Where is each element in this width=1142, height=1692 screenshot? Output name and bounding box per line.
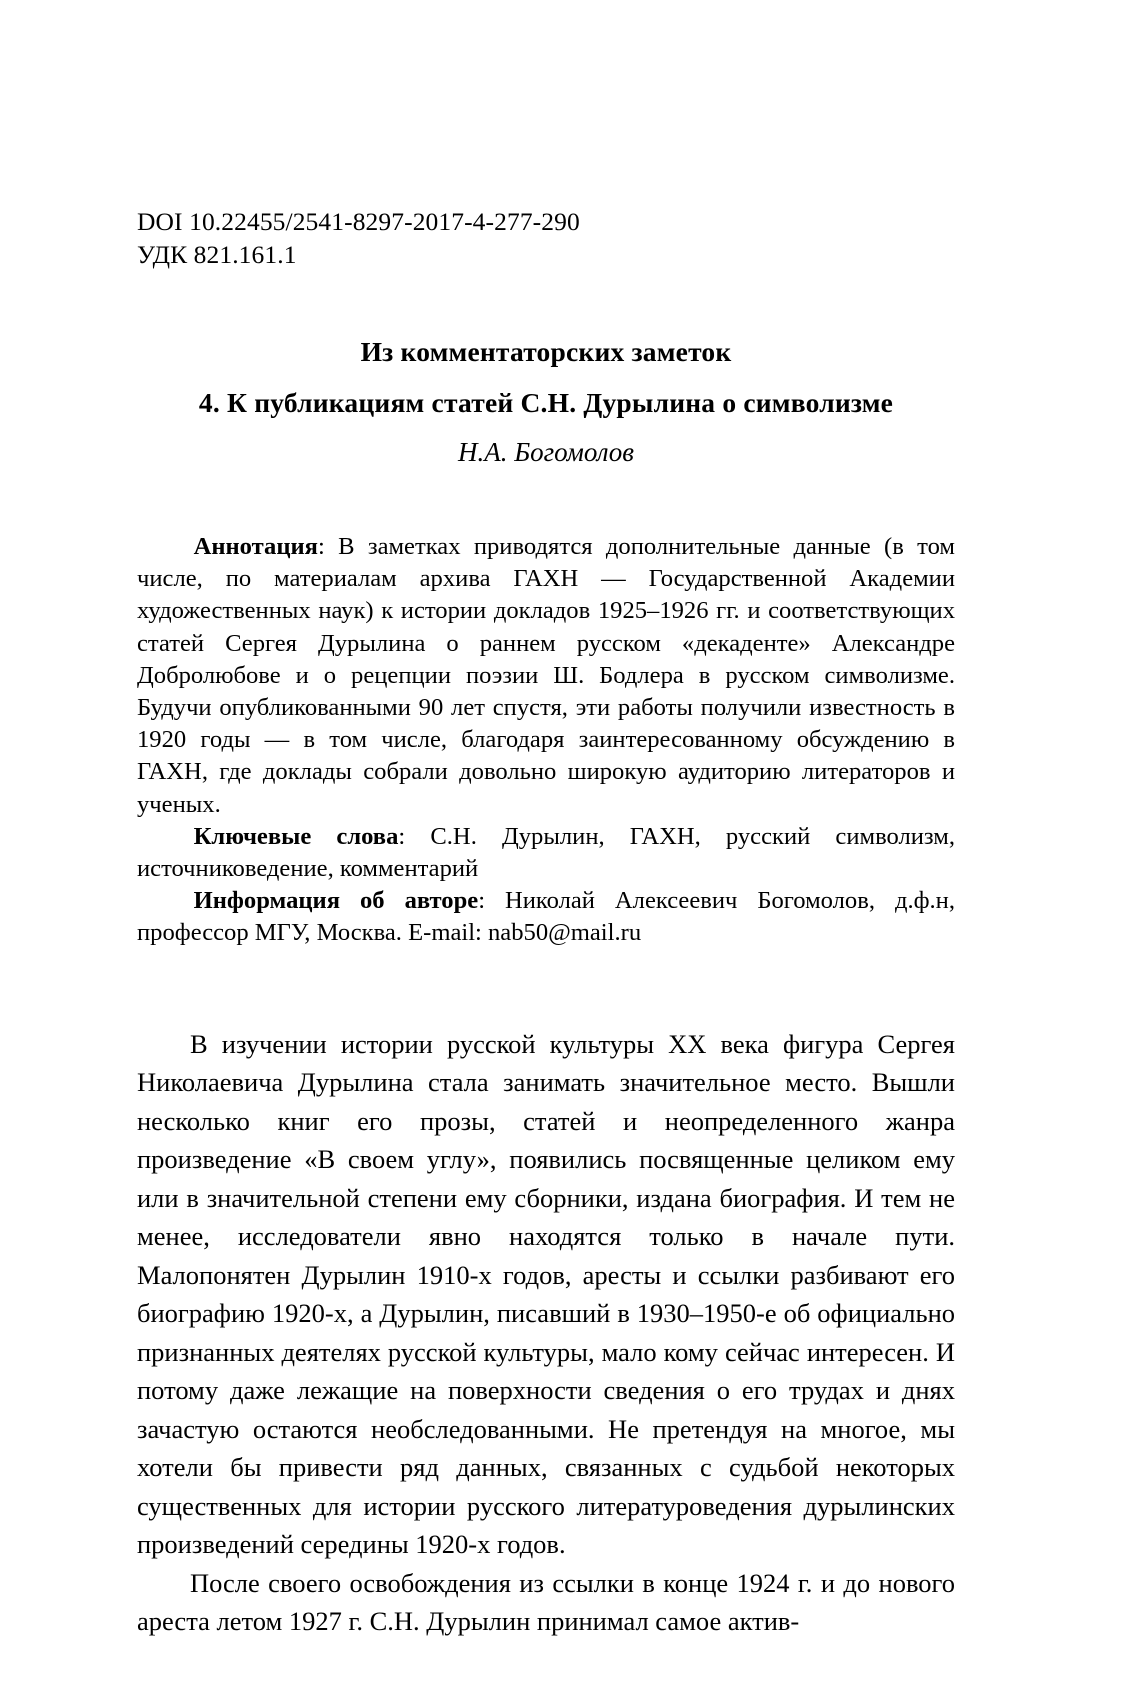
abstract-paragraph (137, 531, 955, 821)
keywords-separator: : (398, 822, 431, 850)
body-block (137, 1025, 955, 1641)
author-name: Н.А. Богомолов (457, 437, 635, 467)
keywords-label: Ключевые слова (193, 822, 399, 850)
title-block (137, 335, 955, 469)
doi-line: DOI 10.22455/2541-8297-2017-4-277-290 (137, 207, 580, 236)
author-info-text: Николай Алексеевич Богомолов, д.ф.н, профессор МГУ, Москва. E-mail: nab50@mail.ru (137, 887, 955, 947)
body-paragraph-2: После своего освобождения из ссылки в конце 1924 г. и до нового ареста летом 1927 г. С.Н. Дурылин принимал самое актив- (137, 1567, 955, 1637)
abstract-block (137, 531, 955, 950)
author-info-paragraph (137, 885, 955, 949)
author-info-separator: : (478, 887, 505, 915)
body-paragraph-1: В изучении истории русской культуры XX века фигура Сергея Николаевича Дурылина стала занимать значительное место. Вышли несколько книг его прозы, статей и неопределенного жанра произведение «В своем углу», появились посвященные целиком ему или в значительной степени ему сборники, издана биография. И тем не менее, исследователи явно находятся только в начале пути. Малопонятен Дурылин 1910-х годов, аресты и ссылки разбивают его биографию 1920-х, а Дурылин, писавший в 1930–1950-е об официально признанных деятелях русской культуры, мало кому сейчас интересен. И потому даже лежащие на поверхности сведения о его трудах и днях зачастую остаются необследованными. Не претендуя на многое, мы хотели бы привести ряд данных, связанных с судьбой некоторых существенных для истории русского литературоведения дурылинских произведений середины 1920-х годов. (137, 1028, 955, 1560)
identifier-block (137, 205, 955, 271)
keywords-paragraph (137, 821, 955, 885)
article-title: 4. К публикациям статей С.Н. Дурылина о символизме (198, 387, 894, 418)
abstract-separator: : (317, 533, 339, 560)
udk-line: УДК 821.161.1 (137, 240, 297, 269)
keywords-text: С.Н. Дурылин, ГАХН, русский символизм, источниковедение, комментарий (137, 822, 955, 883)
abstract-text: В заметках приводятся дополнительные данные (в том числе, по материалам архива ГАХН — Государственной Академии художественных наук) к истории докладов 1925–1926 гг. и соответствующих статей Сергея Дурылина о раннем русском «декаденте» Александре Добролюбове и о рецепции поэзии Ш. Бодлера в русском символизме. Будучи опубликованными 90 лет спустя, эти работы получили известность в 1920 годы — в том числе, благодаря заинтересованному обсуждению в ГАХН, где доклады собрали довольно широкую аудиторию литераторов и ученых. (137, 533, 955, 818)
series-title: Из комментаторских заметок (360, 336, 732, 367)
author-info-label: Информация об авторе (193, 887, 479, 915)
abstract-label: Аннотация (193, 533, 318, 560)
page-content-column (137, 0, 955, 1641)
